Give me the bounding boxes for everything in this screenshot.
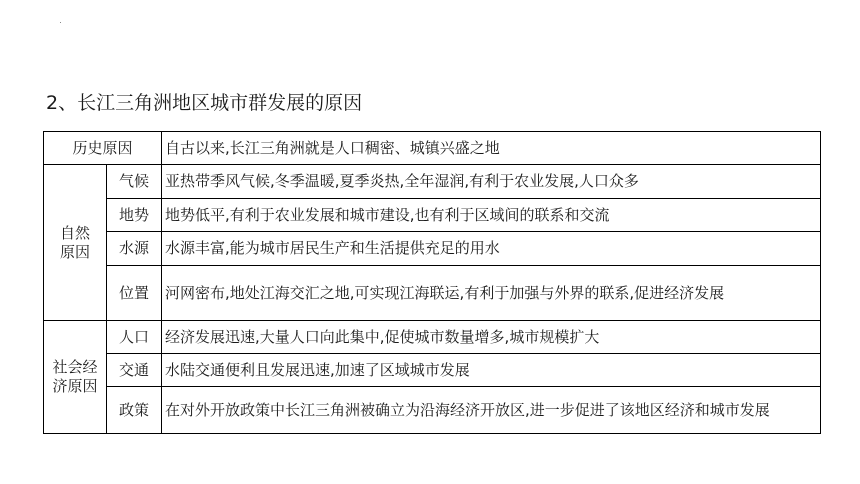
table-row (44, 266, 821, 321)
factor-terrain: 地势 (107, 199, 162, 232)
factor-transport-description: 水陆交通便利且发展迅速,加速了区域城市发展 (162, 354, 821, 387)
table-row (44, 132, 821, 165)
factor-climate-description: 亚热带季风气候,冬季温暖,夏季炎热,全年湿润,有利于农业发展,人口众多 (162, 165, 821, 199)
table-row (44, 232, 821, 266)
factor-location: 位置 (107, 266, 162, 321)
decorative-dot (60, 22, 61, 23)
history-description: 自古以来,长江三角洲就是人口稠密、城镇兴盛之地 (162, 132, 821, 165)
table-row (44, 165, 821, 199)
table-row (44, 387, 821, 434)
table-row (44, 199, 821, 232)
factor-policy-description: 在对外开放政策中长江三角洲被确立为沿海经济开放区,进一步促进了该地区经济和城市发展 (162, 387, 821, 434)
category-natural-line1: 自然 (59, 223, 90, 242)
category-social (44, 321, 107, 434)
factor-water-description: 水源丰富,能为城市居民生产和生活提供充足的用水 (162, 232, 821, 266)
category-social-line1: 社会经 (52, 358, 98, 376)
factor-population: 人口 (107, 321, 162, 354)
table-row (44, 354, 821, 387)
category-social-line2: 济原因 (52, 377, 98, 395)
table-row (44, 321, 821, 354)
reasons-table (43, 131, 821, 434)
factor-location-description: 河网密布,地处江海交汇之地,可实现江海联运,有利于加强与外界的联系,促进经济发展 (162, 266, 821, 321)
category-natural-line2: 原因 (59, 242, 90, 261)
factor-terrain-description: 地势低平,有利于农业发展和城市建设,也有利于区域间的联系和交流 (162, 199, 821, 232)
category-history: 历史原因 (44, 132, 162, 165)
factor-policy: 政策 (107, 387, 162, 434)
factor-transport: 交通 (107, 354, 162, 387)
factor-climate: 气候 (107, 165, 162, 199)
category-natural (44, 165, 107, 321)
factor-water: 水源 (107, 232, 162, 266)
factor-population-description: 经济发展迅速,大量人口向此集中,促使城市数量增多,城市规模扩大 (162, 321, 821, 354)
section-heading: 2、长江三角洲地区城市群发展的原因 (46, 92, 363, 114)
